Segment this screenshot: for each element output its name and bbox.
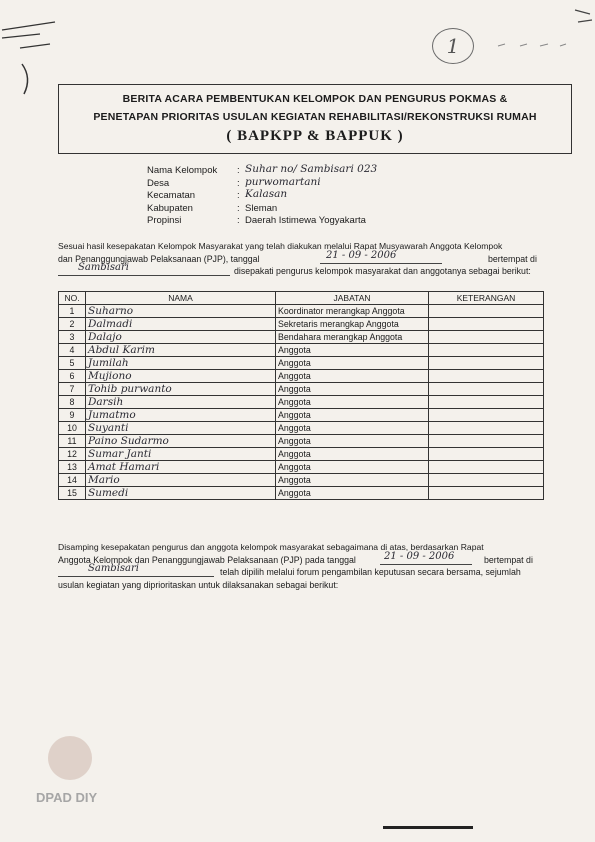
member-position: Koordinator merangkap Anggota: [276, 305, 429, 318]
archive-seal: [48, 736, 92, 780]
member-position: Anggota: [276, 422, 429, 435]
table-row: [59, 318, 544, 331]
member-position: Anggota: [276, 357, 429, 370]
member-note: [429, 461, 544, 474]
member-position: Anggota: [276, 474, 429, 487]
row-number: 2: [59, 318, 86, 331]
table-row: [59, 357, 544, 370]
member-note: [429, 409, 544, 422]
member-position: Anggota: [276, 487, 429, 500]
member-note: [429, 357, 544, 370]
member-position: Anggota: [276, 435, 429, 448]
info-label: Propinsi: [147, 215, 182, 226]
table-row: [59, 409, 544, 422]
row-number: 5: [59, 357, 86, 370]
member-note: [429, 474, 544, 487]
member-name: Dalmadi: [86, 318, 276, 331]
row-number: 4: [59, 344, 86, 357]
member-name: Paino Sudarmo: [86, 435, 276, 448]
paragraph-agreement: [58, 240, 548, 278]
member-note: [429, 396, 544, 409]
table-row: [59, 474, 544, 487]
info-label: Kabupaten: [147, 202, 193, 214]
table-row: [59, 461, 544, 474]
info-value: purwomartani: [245, 175, 321, 188]
member-name: Darsih: [86, 396, 276, 409]
para1-line3: disepakati pengurus kelompok masyarakat dan anggotanya sebagai berikut:: [234, 266, 531, 276]
members-table: [58, 291, 544, 500]
info-label: Desa: [147, 177, 170, 189]
table-row: [59, 305, 544, 318]
member-note: [429, 422, 544, 435]
member-name: Mujiono: [86, 370, 276, 383]
row-number: 3: [59, 331, 86, 344]
member-note: [429, 487, 544, 500]
member-position: Anggota: [276, 461, 429, 474]
para1-place: Sambisari: [78, 262, 129, 273]
title-line-2: PENETAPAN PRIORITAS USULAN KEGIATAN REHABILITASI/REKONSTRUKSI RUMAH: [93, 111, 537, 123]
para1-line1: Sesuai hasil kesepakatan Kelompok Masyarakat yang telah diakukan melalui Rapat Musyawarah Anggota Kelompok: [58, 241, 503, 251]
member-name: Tohib purwanto: [86, 383, 276, 396]
member-position: Anggota: [276, 383, 429, 396]
info-label: Nama Kelompok: [147, 165, 218, 176]
title-line-3: ( BAPKPP & BAPPUK ): [226, 128, 404, 144]
member-name: Sumar Janti: [86, 448, 276, 461]
table-header-row: [59, 292, 544, 305]
col-header-nama: NAMA: [86, 292, 276, 305]
member-note: [429, 448, 544, 461]
member-name: Amat Hamari: [86, 461, 276, 474]
para1-line2b: bertempat di: [488, 253, 537, 264]
para1-line2a: dan Penanggungjawab Pelaksanaan (PJP), tanggal: [58, 253, 260, 264]
table-row: [59, 435, 544, 448]
table-row: [59, 422, 544, 435]
row-number: 9: [59, 409, 86, 422]
table-row: [59, 331, 544, 344]
col-header-keterangan: KETERANGAN: [429, 292, 544, 305]
row-number: 13: [59, 461, 86, 474]
member-name: Abdul Karim: [86, 344, 276, 357]
row-number: 1: [59, 305, 86, 318]
para2-line3: telah dipilih melalui forum pengambilan keputusan secara bersama, sejumlah: [220, 567, 521, 577]
info-value: Sleman: [245, 202, 278, 214]
title-box: [58, 84, 572, 154]
member-note: [429, 435, 544, 448]
table-row: [59, 344, 544, 357]
info-value: Daerah Istimewa Yogyakarta: [245, 215, 366, 226]
page-number: 1: [432, 28, 474, 64]
member-name: Suharno: [86, 305, 276, 318]
member-position: Anggota: [276, 409, 429, 422]
para1-date: 21 - 09 - 2006: [326, 249, 397, 261]
para2-date: 21 - 09 - 2006: [384, 550, 455, 562]
member-position: Anggota: [276, 448, 429, 461]
info-label: Kecamatan: [147, 190, 196, 201]
para2-line4: usulan kegiatan yang diprioritaskan untuk dilaksanakan sebagai berikut:: [58, 579, 339, 590]
bottom-mark: [383, 826, 473, 829]
para2-line2a: Anggota Kelompok dan Penanggungjawab Pelaksanaan (PJP) pada tanggal: [58, 554, 356, 565]
row-number: 6: [59, 370, 86, 383]
member-position: Anggota: [276, 396, 429, 409]
member-position: Anggota: [276, 370, 429, 383]
document-page: 1 BERITA ACARA PEMBENTUKAN KELOMPOK DAN PENGURUS POKMAS & PENETAPAN PRIORITAS USULAN KEGIATAN REHABILITASI/REKONSTRUKSI RUMAH ( BAPKPP & BAPPUK ) Nama Kelompok : Suhar no/ Sambisari 023 Desa : purwomartani Kecamatan : Kalasan Kabupaten : Sleman Propinsi : Daerah Istimewa Yogyakarta Sesuai hasil kesepakatan Kelompok Masyarakat yang telah diakukan melalui Rapat Musyawarah Anggota Kelompok dan Penanggungjawab Pelaksanaan (PJP), tanggal 21 - 09 - 2006 bertempat di Sambisari disepakati pengurus kelompok masyarakat dan anggotanya sebagai berikut: NO. NAMA JABATAN KETERANGAN 1 Suharno Koordinator merangkap Anggota 2 Dalmadi Sekretaris merangkap Anggota 3 Dalajo Bendahara merangkap Anggota 4 Abdul Karim Anggota 5 Jumilah Anggota 6 Mujiono Anggota 7 Tohib purwanto Anggota 8 Darsih Anggota 9 Jumatmo Anggota 10 Suyanti Anggota 11 Paino Sudarmo Anggota 12 Sumar Janti Anggota 13 Amat Hamari Anggota 14 Mario Anggota 15 Sumedi Anggota Disamping kesepakatan pengurus dan anggota kelompok masyarakat sebagaimana di atas, berdasarkan Rapat Anggota Kelompok dan Penanggungjawab Pelaksanaan (PJP) pada tanggal 21 - 09 - 2006 bertempat di Sambisari telah dipilih melalui forum pengambilan keputusan secara bersama, sejumlah usulan kegiatan yang diprioritaskan untuk dilaksanakan sebagai berikut: DPAD DIY: [0, 0, 595, 842]
watermark: DPAD DIY: [36, 790, 98, 805]
member-name: Jumatmo: [86, 409, 276, 422]
para2-place: Sambisari: [88, 563, 139, 574]
paragraph-priorities: [58, 541, 548, 591]
row-number: 12: [59, 448, 86, 461]
row-number: 10: [59, 422, 86, 435]
row-number: 7: [59, 383, 86, 396]
member-note: [429, 305, 544, 318]
title-line-1: BERITA ACARA PEMBENTUKAN KELOMPOK DAN PENGURUS POKMAS &: [122, 93, 508, 105]
member-note: [429, 383, 544, 396]
member-name: Jumilah: [86, 357, 276, 370]
member-note: [429, 370, 544, 383]
member-position: Bendahara merangkap Anggota: [276, 331, 429, 344]
member-name: Mario: [86, 474, 276, 487]
col-header-no: NO.: [59, 292, 86, 305]
row-number: 15: [59, 487, 86, 500]
table-row: [59, 396, 544, 409]
member-note: [429, 344, 544, 357]
table-row: [59, 487, 544, 500]
row-number: 8: [59, 396, 86, 409]
info-value: Suhar no/ Sambisari 023: [245, 163, 378, 175]
member-position: Anggota: [276, 344, 429, 357]
row-number: 11: [59, 435, 86, 448]
col-header-jabatan: JABATAN: [276, 292, 429, 305]
member-position: Sekretaris merangkap Anggota: [276, 318, 429, 331]
member-name: Sumedi: [86, 487, 276, 500]
table-row: [59, 383, 544, 396]
table-row: [59, 370, 544, 383]
member-name: Dalajo: [86, 331, 276, 344]
para2-line2b: bertempat di: [484, 554, 533, 565]
member-note: [429, 331, 544, 344]
info-value: Kalasan: [245, 188, 288, 200]
table-row: [59, 448, 544, 461]
member-note: [429, 318, 544, 331]
para2-line1: Disamping kesepakatan pengurus dan anggota kelompok masyarakat sebagaimana di atas, berdasarkan Rapat: [58, 542, 484, 552]
member-name: Suyanti: [86, 422, 276, 435]
row-number: 14: [59, 474, 86, 487]
